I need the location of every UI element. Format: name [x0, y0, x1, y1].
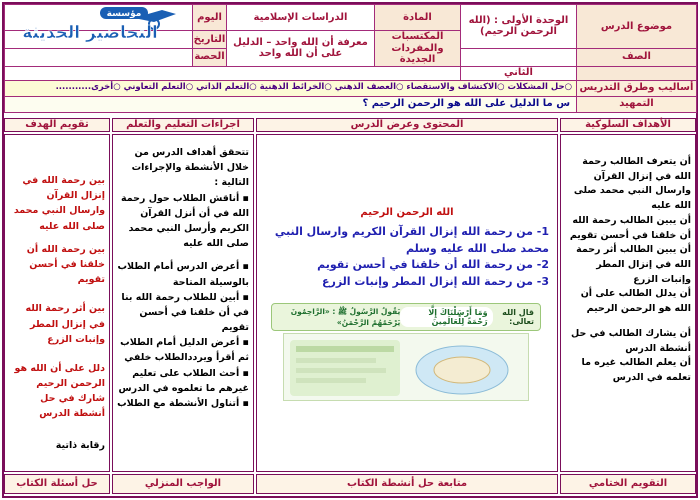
- intro-value: س ما الدليل على الله هو الرحمن الرحيم ؟: [5, 96, 577, 112]
- verse-intro: قال الله تعالى:: [502, 308, 534, 326]
- evaluation-item: شارك في حل أنشطة الدرس: [39, 393, 105, 420]
- goal-item: أن يشارك الطالب في حل أنشطة الدرس: [571, 327, 691, 354]
- goals-column: [560, 134, 696, 472]
- book-questions-label: حل أسئلة الكتاب: [4, 474, 110, 494]
- book-page-image: [282, 334, 528, 402]
- procedure-step: ▪ أناقش الطلاب حول رحمة الله في أن أنزل القرآن الكريم وأرسل النبي محمد صلى الله عليه: [120, 192, 249, 250]
- date-label: التاريخ: [193, 31, 227, 49]
- class-row-blank: [5, 66, 461, 80]
- unit-value: الوحدة الأولى : (الله الرحمن الرحيم): [461, 5, 577, 49]
- procedure-step: ▪ أحث الطلاب على تعليم غيرهم ما تعلموه في الدرس: [118, 367, 249, 394]
- subject-value: الدراسات الإسلامية: [227, 5, 375, 31]
- class-label: الصف: [577, 48, 697, 66]
- content-point: 2- من رحمة الله أن خلقنا في أحسن تقويم: [317, 258, 549, 271]
- logo-small-text: مؤسسة: [106, 9, 142, 19]
- content-points: [257, 218, 557, 290]
- logo-main-text: التحاضير الحديثة: [22, 23, 158, 43]
- brand-logo: [4, 4, 180, 44]
- content-point: 1- من رحمة الله إنزال القرآن الكريم وارسال النبي محمد صلى الله عليه وسلم: [274, 225, 549, 255]
- evaluation-item: بين أثر رحمة الله في إنزال المطر وإنبات الزرع: [25, 303, 105, 345]
- goal-item: أن يبين الطالب رحمة الله أن خلقنا في أحسن تقويم: [569, 214, 691, 241]
- class-value-empty: [461, 48, 577, 66]
- content-header: المحتوى وعرض الدرس: [256, 118, 558, 132]
- evaluation-header: تقويم الهدف: [4, 118, 110, 132]
- day-label: اليوم: [193, 5, 227, 31]
- hadith-text: يَقُولُ الرَّسُولُ ﷺ : «الرَّاحِمُونَ يَرْحَمُهُمُ الرَّحْمَنُ»: [290, 307, 401, 327]
- textbook-illustration: [283, 333, 529, 401]
- evaluation-item: بين رحمة الله في إنزال القرآن وارسال النبي محمد صلى الله عليه: [13, 175, 105, 232]
- content-column: [256, 134, 558, 472]
- goals-header: الأهداف السلوكية: [560, 118, 696, 132]
- methods-value: ○حل المشكلات ○الاكتشاف والاستقصاء ○العصف الذهني ○الخرائط الذهنية ○التعلم الذاتي ○التعلم التعاوني ○أخرى...........: [5, 80, 577, 96]
- methods-label: أساليب وطرق التدريس: [577, 80, 697, 96]
- content-point: 3- من رحمة الله إنزال المطر وإنبات الزرع: [321, 274, 549, 288]
- goal-item: أن يتعرف الطالب رحمة الله في إنزال القرآن وارسال النبي محمد صلى الله عليه: [573, 156, 691, 212]
- procedures-intro: تتحقق أهداف الدرس من خلال الأنشطة والإجراءات التالية :: [131, 147, 249, 189]
- procedure-step: ▪ أتناول الأنشطة مع الطلاب: [117, 398, 249, 409]
- basmala: الله الرحمن الرحيم: [360, 207, 454, 218]
- evaluation-list: [5, 135, 109, 453]
- evaluation-item: بين رحمة الله أن خلقنا في أحسن تقويم: [26, 243, 105, 286]
- goal-item: أن يبين الطالب أثر رحمة الله في إنزال المطر وإنبات الزرع: [576, 244, 691, 285]
- class-label-2: [577, 66, 697, 80]
- procedure-step: ▪ أعرض الدرس أمام الطلاب بالوسيلة المتاحة: [117, 261, 249, 288]
- goals-list: [561, 135, 695, 386]
- lesson-topic-label: موضوع الدرس: [577, 5, 697, 49]
- procedure-step: ▪ أبين للطلاب رحمة الله بنا في أن خلقنا في أحسن تقويم: [121, 291, 249, 334]
- period-label: الحصة: [193, 48, 227, 66]
- closing-eval-label: التقويم الختامي: [560, 474, 696, 494]
- verse-strip: [271, 303, 541, 331]
- class-value: الثاني: [461, 66, 577, 80]
- procedures-column: [112, 134, 254, 472]
- evaluation-item: رقابة ذاتية: [55, 439, 105, 451]
- procedures-header: اجراءات التعليم والتعلم: [112, 118, 254, 132]
- procedure-step: ▪ أعرض الدليل أمام الطلاب ثم أقرأ ويرددالطلاب خلفي: [120, 337, 249, 364]
- vocab-label: المكتسبات والمفردات الجديدة: [375, 31, 461, 67]
- vocab-value: معرفة أن الله واحد – الدليل على أن الله واحد: [227, 31, 375, 67]
- evaluation-item: دلل على أن الله هو الرحمن الرحيم: [14, 362, 105, 390]
- logo-graphic: [4, 4, 180, 44]
- goal-item: أن يدلل الطالب على أن الله هو الرحمن الرحيم: [580, 288, 691, 315]
- period-value: [5, 48, 193, 66]
- homework-label: الواجب المنزلي: [112, 474, 254, 494]
- followup-label: متابعة حل أنشطة الكتاب: [256, 474, 558, 494]
- evaluation-column: [4, 134, 110, 472]
- verse-text: وَمَا أَرْسَلْنَاكَ إِلَّا رَحْمَةً لِلْعَالَمِينَ: [400, 307, 492, 327]
- goal-item: أن يعلم الطالب غيره ما تعلمه في الدرس: [581, 357, 691, 384]
- intro-label: التمهيد: [577, 96, 697, 112]
- subject-label: المادة: [375, 5, 461, 31]
- procedures-list: [113, 135, 253, 411]
